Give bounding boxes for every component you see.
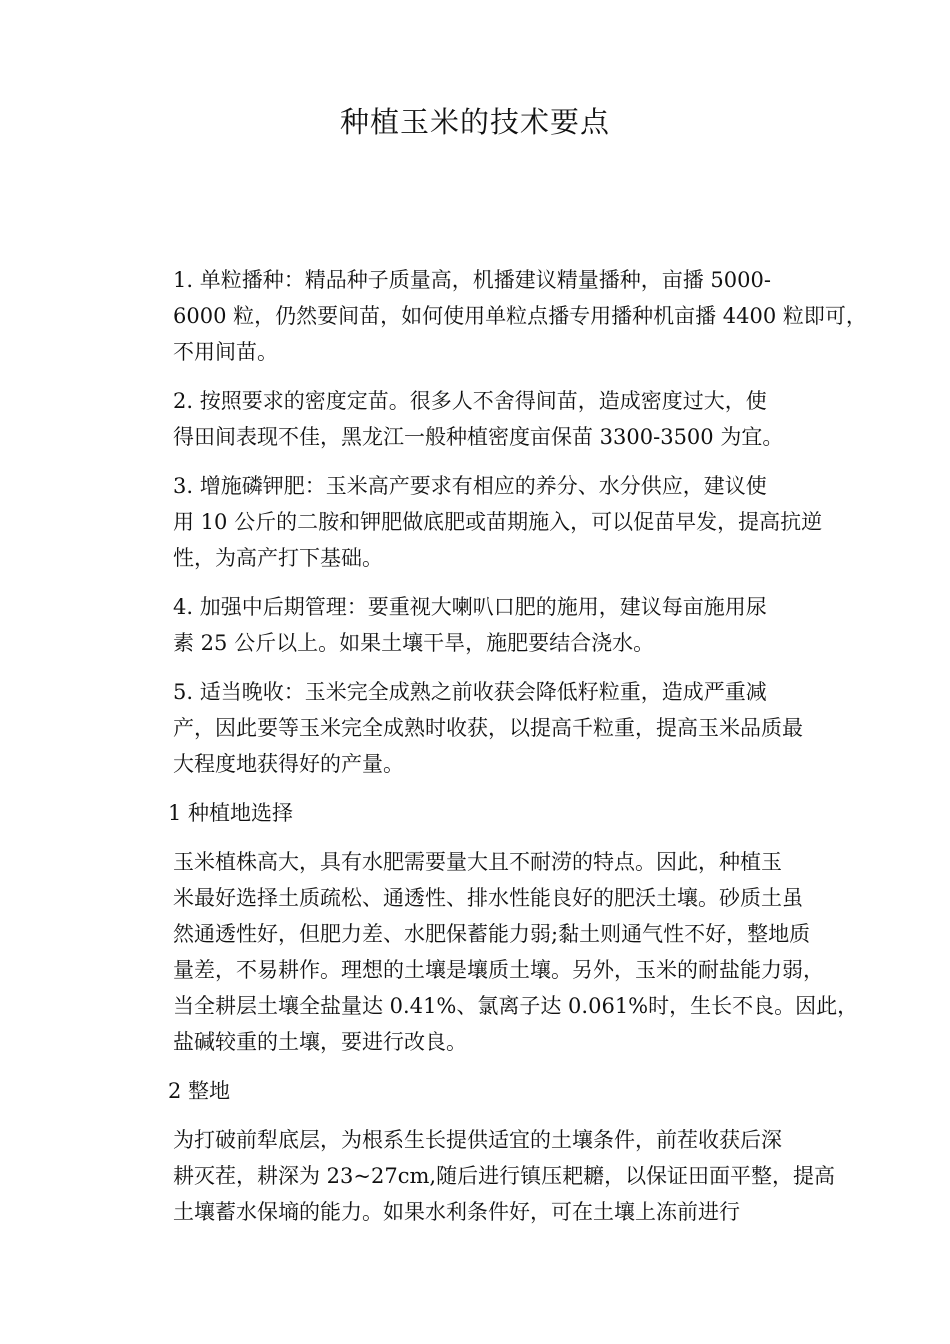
text-line: 量差，不易耕作。理想的土壤是壤质土壤。另外，玉米的耐盐能力弱， bbox=[173, 958, 824, 982]
text-line: 大程度地获得好的产量。 bbox=[173, 752, 404, 776]
list-item-5 bbox=[131, 674, 821, 782]
text-line: 耕灭茬，耕深为 23~27cm,随后进行镇压耙耱，以保证田面平整，提高 bbox=[173, 1164, 836, 1188]
text-line: 为打破前犁底层，为根系生长提供适宜的土壤条件，前茬收获后深 bbox=[173, 1128, 782, 1152]
list-item-3 bbox=[131, 468, 821, 576]
text-line: 土壤蓄水保墒的能力。如果水利条件好，可在土壤上冻前进行 bbox=[173, 1200, 740, 1224]
document-title: 种植玉米的技术要点 bbox=[339, 105, 610, 139]
text-line: 当全耕层土壤全盐量达 0.41%、氯离子达 0.061%时，生长不良。因此， bbox=[173, 994, 859, 1018]
text-line: 3. 增施磷钾肥：玉米高产要求有相应的养分、水分供应，建议使 bbox=[173, 474, 767, 498]
section-heading-2: 2 整地 bbox=[168, 1079, 231, 1103]
list-item-2 bbox=[131, 383, 821, 455]
list-item-1 bbox=[131, 262, 867, 370]
text-line: 然通透性好，但肥力差、水肥保蓄能力弱;黏土则通气性不好，整地质 bbox=[173, 922, 811, 946]
text-line: 盐碱较重的土壤，要进行改良。 bbox=[173, 1030, 467, 1054]
text-line: 米最好选择土质疏松、通透性、排水性能良好的肥沃土壤。砂质土虽 bbox=[173, 886, 803, 910]
text-line: 6000 粒，仍然要间苗，如何使用单粒点播专用播种机亩播 4400 粒即可， bbox=[173, 304, 867, 328]
text-line: 素 25 公斤以上。如果土壤干旱，施肥要结合浇水。 bbox=[173, 631, 655, 655]
list-item-4 bbox=[131, 589, 821, 661]
text-line: 1. 单粒播种：精品种子质量高，机播建议精量播种，亩播 5000- bbox=[173, 268, 771, 292]
text-line: 不用间苗。 bbox=[173, 340, 278, 364]
text-line: 得田间表现不佳，黑龙江一般种植密度亩保苗 3300-3500 为宜。 bbox=[173, 425, 784, 449]
text-line: 2. 按照要求的密度定苗。很多人不舍得间苗，造成密度过大，使 bbox=[173, 389, 767, 413]
text-line: 产，因此要等玉米完全成熟时收获，以提高千粒重，提高玉米品质最 bbox=[173, 716, 803, 740]
text-line: 4. 加强中后期管理：要重视大喇叭口肥的施用，建议每亩施用尿 bbox=[173, 595, 767, 619]
section-1-paragraph bbox=[131, 844, 859, 1060]
text-line: 用 10 公斤的二胺和钾肥做底肥或苗期施入，可以促苗早发，提高抗逆 bbox=[173, 510, 823, 534]
text-line: 玉米植株高大，具有水肥需要量大且不耐涝的特点。因此，种植玉 bbox=[173, 850, 782, 874]
document-body bbox=[131, 262, 867, 1243]
text-line: 性，为高产打下基础。 bbox=[173, 546, 383, 570]
text-line: 5. 适当晚收：玉米完全成熟之前收获会降低籽粒重，造成严重减 bbox=[173, 680, 767, 704]
section-2-paragraph bbox=[131, 1122, 836, 1230]
section-heading-1: 1 种植地选择 bbox=[168, 801, 294, 825]
